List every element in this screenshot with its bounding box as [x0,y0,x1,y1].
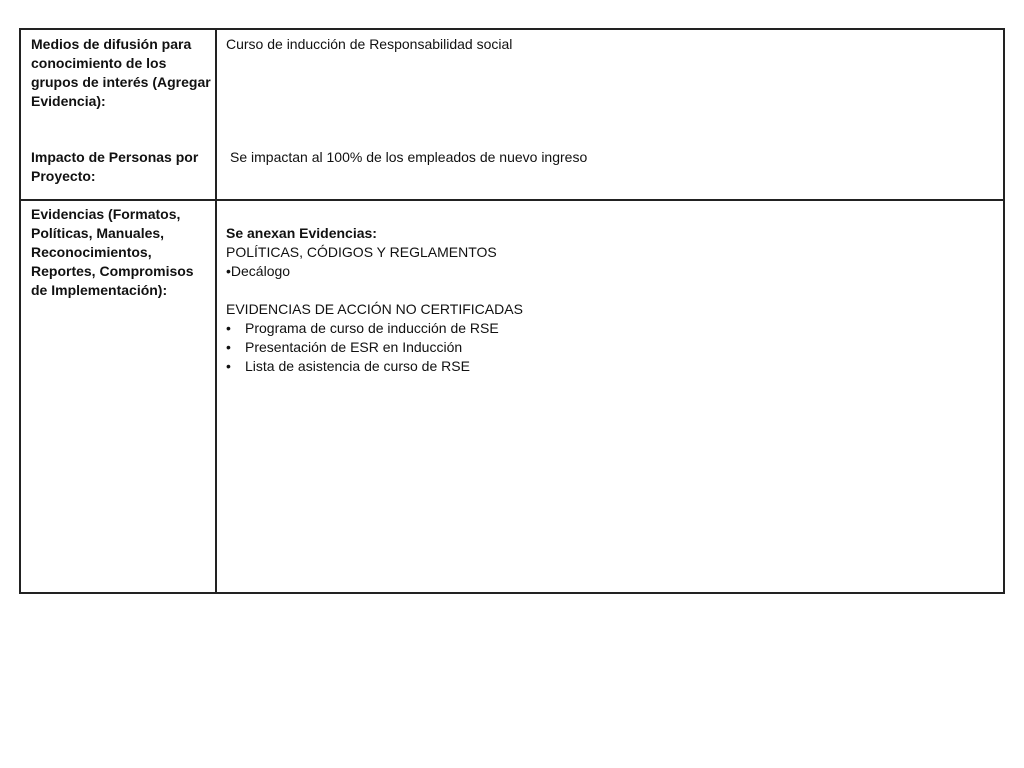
list-item [226,357,986,376]
actions-list [226,319,986,376]
evidencias-heading: Se anexan Evidencias: [226,225,377,241]
list-item-text: Programa de curso de inducción de RSE [245,320,499,336]
medios-difusion-label: Medios de difusión para conocimiento de los grupos de interés (Agregar Evidencia): [31,36,211,109]
list-item-text: Lista de asistencia de curso de RSE [245,358,470,374]
list-item-text: Presentación de ESR en Inducción [245,339,463,355]
evidencias-content [226,224,986,376]
actions-title: EVIDENCIAS DE ACCIÓN NO CERTIFICADAS [226,301,523,317]
bullet-icon: • [226,339,231,355]
bullet-icon: • [226,358,231,374]
evidencias-label: Evidencias (Formatos, Políticas, Manuales, Reconocimientos, Reportes, Compromisos de Implementación): [31,206,194,298]
list-item [226,319,986,338]
policies-title: POLÍTICAS, CÓDIGOS Y REGLAMENTOS [226,244,497,260]
row-divider [21,199,1003,201]
policies-item: •Decálogo [226,263,291,279]
column-divider [215,30,217,592]
evidence-table [19,28,1005,594]
list-item [226,338,986,357]
spacer [226,281,986,300]
impacto-personas-label: Impacto de Personas por Proyecto: [31,149,199,184]
medios-difusion-value: Curso de inducción de Responsabilidad social [226,36,513,52]
impacto-personas-value: Se impactan al 100% de los empleados de nuevo ingreso [230,149,588,165]
bullet-icon: • [226,320,231,336]
